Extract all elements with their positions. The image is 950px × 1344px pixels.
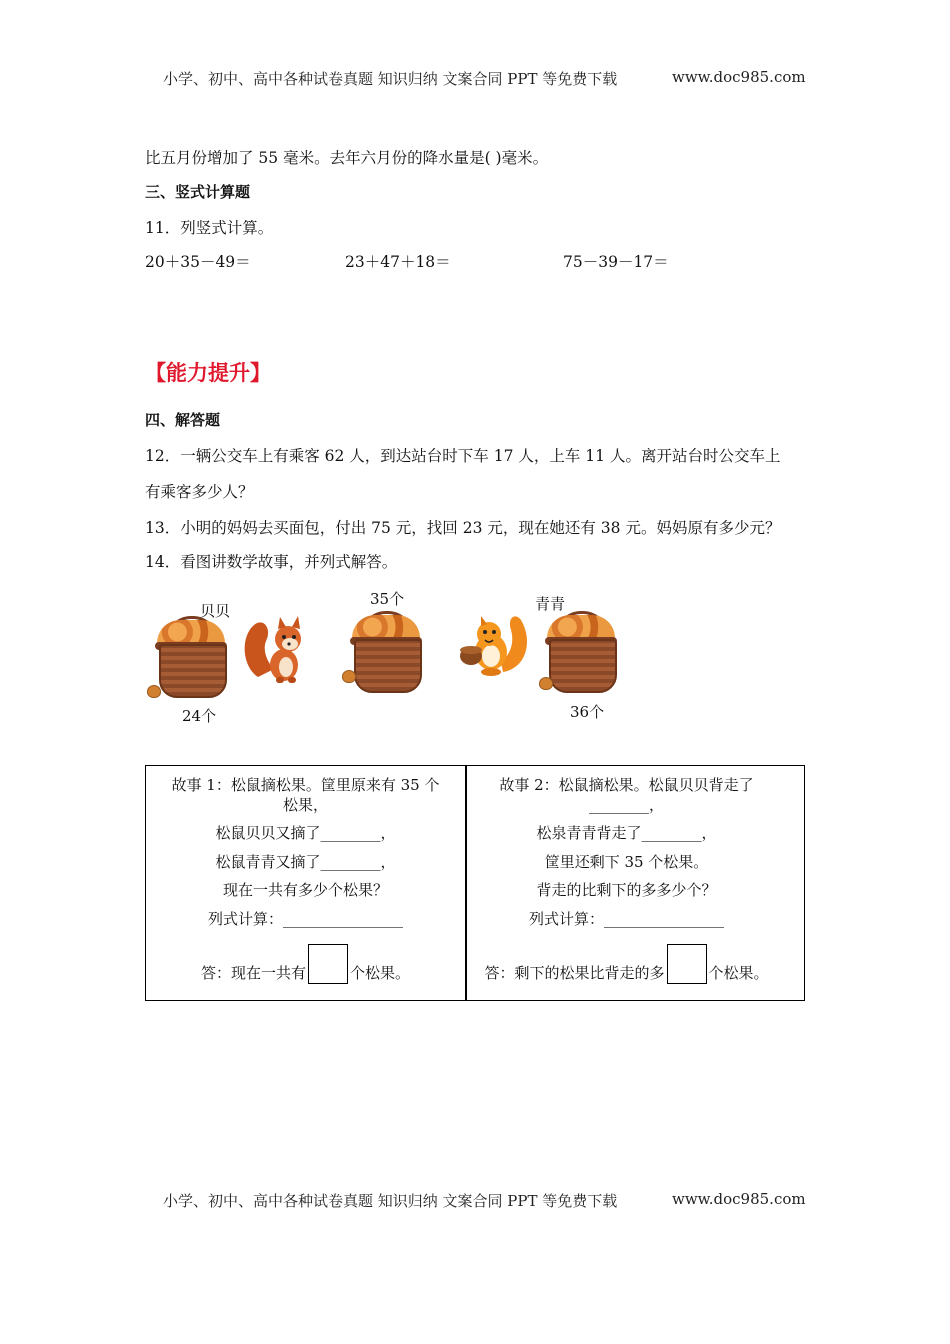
story-2-line5: 列式计算：________________ [528, 910, 724, 928]
story-2-answer [467, 944, 786, 984]
squirrel-beibei-icon [240, 607, 310, 687]
q11-text: 11．列竖式计算。 [145, 219, 274, 237]
story-2-line3: 筐里还剩下 35 个松果。 [544, 853, 709, 871]
basket-icon [155, 620, 227, 698]
ability-title: 【能力提升】 [145, 361, 271, 385]
story-1-line2: 松鼠贝贝又摘了________， [215, 824, 396, 842]
story-1-line3: 松鼠青青又摘了________， [215, 853, 396, 871]
nut-icon [147, 685, 161, 698]
count-mid: 35个 [370, 590, 405, 608]
nut-icon [342, 670, 356, 683]
story-2-cell [467, 766, 786, 1000]
basket-icon [545, 615, 617, 693]
story-1-answer [146, 944, 465, 984]
header-url: www.doc985.com [672, 68, 806, 86]
story-1-line4: 现在一共有多少个松果？ [222, 881, 388, 899]
calc-2: 23＋47＋18＝ [345, 253, 451, 271]
q12-line1: 12．一辆公交车上有乘客 62 人，到达站台时下车 17 人，上车 11 人。离开站台时公交车上 [145, 447, 781, 465]
story-1-line5: 列式计算：________________ [207, 910, 403, 928]
basket-icon [350, 615, 422, 693]
q13-text: 13．小明的妈妈去买面包，付出 75 元，找回 23 元，现在她还有 38 元。妈妈原有多少元？ [145, 519, 781, 537]
squirrel-illustration [145, 585, 645, 735]
story-2-line4: 背走的比剩下的多多少个？ [536, 881, 717, 899]
story-1-line1: 故事 1：松鼠摘松果。筐里原来有 35 个 [171, 776, 440, 794]
story-2-line2: 松泉青青背走了________， [536, 824, 717, 842]
story-2-line1b: ________， [588, 796, 664, 814]
story-table [145, 765, 805, 1001]
nut-icon [539, 677, 553, 690]
count-left: 24个 [182, 707, 217, 725]
story-1-answer-post: 个松果。 [350, 964, 411, 982]
answer-box[interactable] [308, 944, 348, 984]
count-right: 36个 [570, 703, 605, 721]
q12-line2: 有乘客多少人？ [145, 483, 254, 501]
story-2-answer-pre: 答：剩下的松果比背走的多 [484, 964, 665, 982]
calc-3: 75－39－17＝ [563, 253, 669, 271]
story-1-cell [146, 766, 465, 1000]
section-4-title: 四、解答题 [145, 411, 221, 429]
answer-box[interactable] [667, 944, 707, 984]
label-beibei: 贝贝 [200, 602, 231, 620]
header-text: 小学、初中、高中各种试卷真题 知识归纳 文案合同 PPT 等免费下载 [163, 70, 618, 88]
story-2-line1: 故事 2：松鼠摘松果。松鼠贝贝背走了 [499, 776, 754, 794]
footer-url: www.doc985.com [672, 1190, 806, 1208]
q14-text: 14．看图讲数学故事，并列式解答。 [145, 553, 398, 571]
section-3-title: 三、竖式计算题 [145, 183, 251, 201]
footer-text: 小学、初中、高中各种试卷真题 知识归纳 文案合同 PPT 等免费下载 [163, 1192, 618, 1210]
label-qingqing: 青青 [535, 595, 566, 613]
story-1-answer-pre: 答：现在一共有 [200, 964, 306, 982]
squirrel-qingqing-icon [457, 610, 532, 680]
story-1-line1b: 松果， [282, 796, 328, 814]
q10-tail: 比五月份增加了 55 毫米。去年六月份的降水量是( )毫米。 [145, 149, 549, 167]
calc-1: 20＋35－49＝ [145, 253, 251, 271]
story-2-answer-post: 个松果。 [708, 964, 769, 982]
